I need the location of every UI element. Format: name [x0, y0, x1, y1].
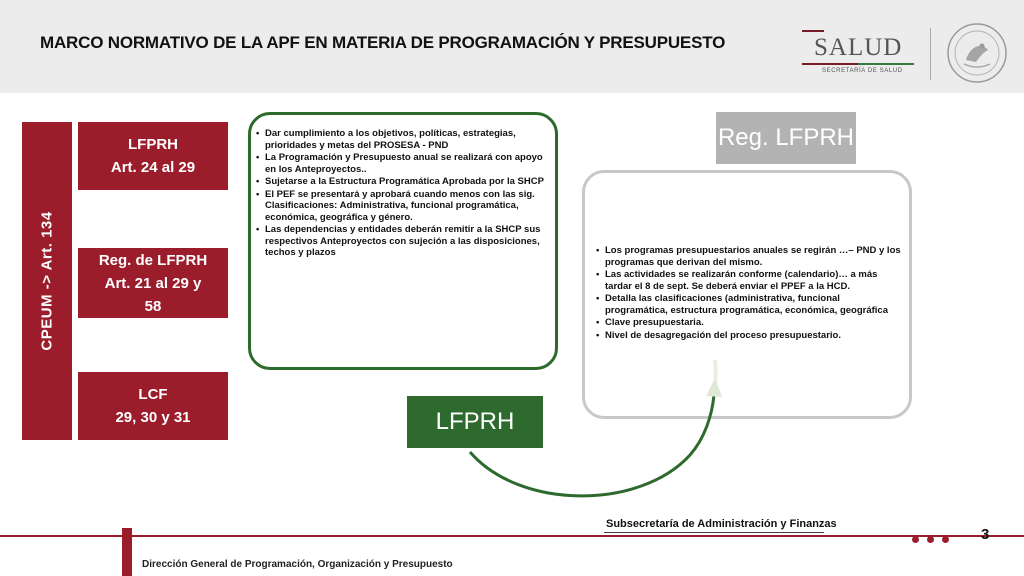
logo-subtitle: SECRETARÍA DE SALUD — [822, 68, 903, 74]
reg-lfprh-box-title: Reg. de LFPRH — [98, 251, 208, 269]
list-item: • Nivel de desagregación del proceso presupuestario. — [596, 330, 901, 342]
list-item: • Clave presupuestaria. — [596, 317, 901, 329]
list-item: • La Programación y Presupuesto anual se realizará con apoyo en los Anteproyectos.. — [256, 152, 546, 175]
reg-lfprh-tag: Reg. LFPRH — [716, 112, 856, 164]
reg-lfprh-box-articles-cont: 58 — [144, 297, 162, 315]
footer-direccion: Dirección General de Programación, Organización y Presupuesto — [142, 559, 453, 570]
list-item: • Dar cumplimiento a los objetivos, políticas, estrategias, prioridades y metas del PROSESA - PND — [256, 128, 546, 151]
page-number: 3 — [981, 526, 990, 543]
logo-rule — [802, 63, 914, 65]
list-item: • El PEF se presentará y aprobará cuando menos con las sig. Clasificaciones: Administrativa, funcional programática, económica, geográfica y género. — [256, 189, 546, 224]
logo-word: SALUD — [814, 34, 903, 61]
reg-lfprh-box — [78, 248, 228, 318]
subsecretaria-label: Subsecretaría de Administración y Finanzas — [606, 518, 837, 530]
lfprh-tag: LFPRH — [407, 396, 543, 448]
salud-logo — [800, 30, 920, 80]
header-bar — [0, 0, 1024, 93]
lfprh-bullet-list — [256, 128, 546, 260]
page-title: MARCO NORMATIVO DE LA APF EN MATERIA DE PROGRAMACIÓN Y PRESUPUESTO — [40, 33, 726, 52]
ellipsis-dots-icon — [912, 536, 949, 543]
lfprh-box — [78, 122, 228, 190]
subsecretaria-underline — [604, 532, 824, 533]
footer-rule — [0, 535, 1024, 537]
cpeum-label: CPEUM -> Art. 134 — [38, 211, 56, 351]
list-item: • Sujetarse a la Estructura Programática Aprobada por la SHCP — [256, 176, 546, 188]
lfprh-box-title: LFPRH — [128, 136, 178, 153]
list-item: • Detalla las clasificaciones (administrativa, funcional programática, estructura programática, económica, geográfica — [596, 293, 901, 316]
lfprh-box-articles: Art. 24 al 29 — [110, 159, 196, 176]
list-item: • Las dependencias y entidades deberán remitir a la SHCP sus respectivos Anteproyectos con sujeción a las disposiciones, techos y plazos — [256, 224, 546, 259]
header-separator — [930, 28, 931, 80]
list-item: • Las actividades se realizarán conforme (calendario)… a más tardar el 8 de sept. Se deberá enviar el PPEF a la HCD. — [596, 269, 901, 292]
list-item: • Los programas presupuestarios anuales se regirán …– PND y los programas que derivan del mismo. — [596, 245, 901, 268]
lcf-box — [78, 372, 228, 440]
reg-lfprh-bullet-list — [596, 245, 901, 342]
lcf-box-title: LCF — [138, 386, 168, 403]
lcf-box-articles: 29, 30 y 31 — [115, 409, 191, 426]
national-seal-icon — [946, 22, 1008, 84]
footer-accent — [122, 528, 132, 576]
reg-lfprh-box-articles: Art. 21 al 29 y — [104, 274, 202, 292]
logo-accent — [802, 30, 824, 32]
